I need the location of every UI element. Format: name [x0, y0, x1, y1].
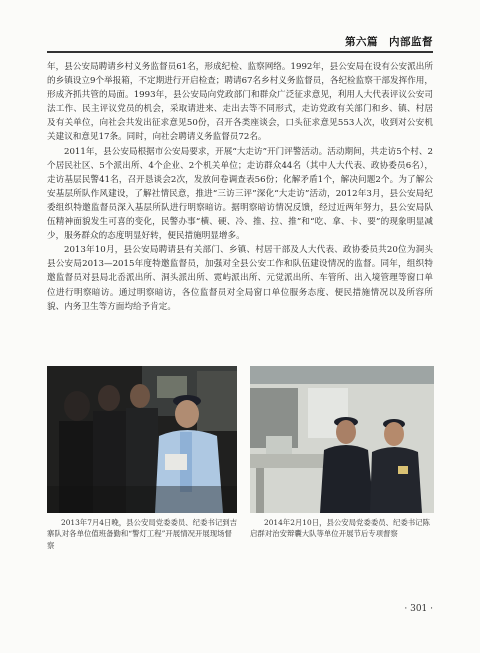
photo-night-inspection: [47, 366, 237, 513]
section-title: 第六篇 内部监督: [345, 36, 433, 48]
photo-caption-left: 2013年7月4日晚，县公安局党委委员、纪委书记到吉寨队对各单位值班备勤和“警灯工程”开展情况开展现场督察: [47, 518, 238, 550]
paragraph: 2011年，县公安局根据市公安局要求，开展“大走访”开门评警活动。活动期间，共走访5个村、2个居民社区、5个派出所、4个企业、2个机关单位；走访群众44名（其中人大代表、政协委员6名），走访基层民警41名，召开恳谈会2次，发放问卷调查表56份；化解矛盾1个，解决问题2个。为了解公安基层所队作风建设，了解社情民意，推进“三访三评”深化“大走访”活动，2012年3月，县公安局纪委组织特邀监督员深入基层所队进行明察暗访。据明察暗访情况反馈，经过近两年努力，县公安局队伍精神面貌发生可喜的变化，民警办事“横、硬、冷、推、拉、推”和“吃、拿、卡、要”的现象明显减少，服务群众的态度明显好转，便民措施明显增多。: [47, 146, 433, 242]
photo-caption-right: 2014年2月10日，县公安局党委委员、纪委书记陈启群对治安辩囊大队等单位开展节后专项督察: [250, 518, 430, 539]
paragraph: 2013年10月，县公安局聘请县有关部门、乡镇、村居干部及人大代表、政协委员共20位为洞头县公安局2013—2015年度特邀监督员，加强对全县公安工作和队伍建设情况的监督。同年，组织特邀监督员对县局北岙派出所、洞头派出所、霓屿派出所、元觉派出所、车管所、出入境管理等窗口单位进行明察暗访。通过明察暗访，各位监督员对全局窗口单位服务态度、便民措施情况以及所容所貌、内务卫生等方面均给予肯定。: [47, 245, 433, 312]
running-header: [47, 33, 433, 53]
paragraph: 年，县公安局聘请乡村义务监督员61名，形成纪检、监察网络。1992年，县公安局在设有公安派出所的乡镇设立9个举报箱，不定期进行开启检查；聘请67名乡村义务监督员，各纪检监察干部发挥作用，形成齐抓共管的局面。1993年，县公安局向党政部门和群众广泛征求意见，利用人大代表评议公安司法工作、民主评议党员的机会，采取请进来、走出去等不同形式，走访党政有关部门和乡、镇、村居及有关单位，向社会共发出征求意见50份，召开各类座谈会，口头征求意见553人次，收到对公安机关建议和意见17条。同时，向社会聘请义务监督员72名。: [47, 62, 433, 143]
photo-office-inspection: [250, 366, 434, 513]
body-text: [47, 60, 433, 314]
page-number: · 301 ·: [404, 604, 433, 614]
